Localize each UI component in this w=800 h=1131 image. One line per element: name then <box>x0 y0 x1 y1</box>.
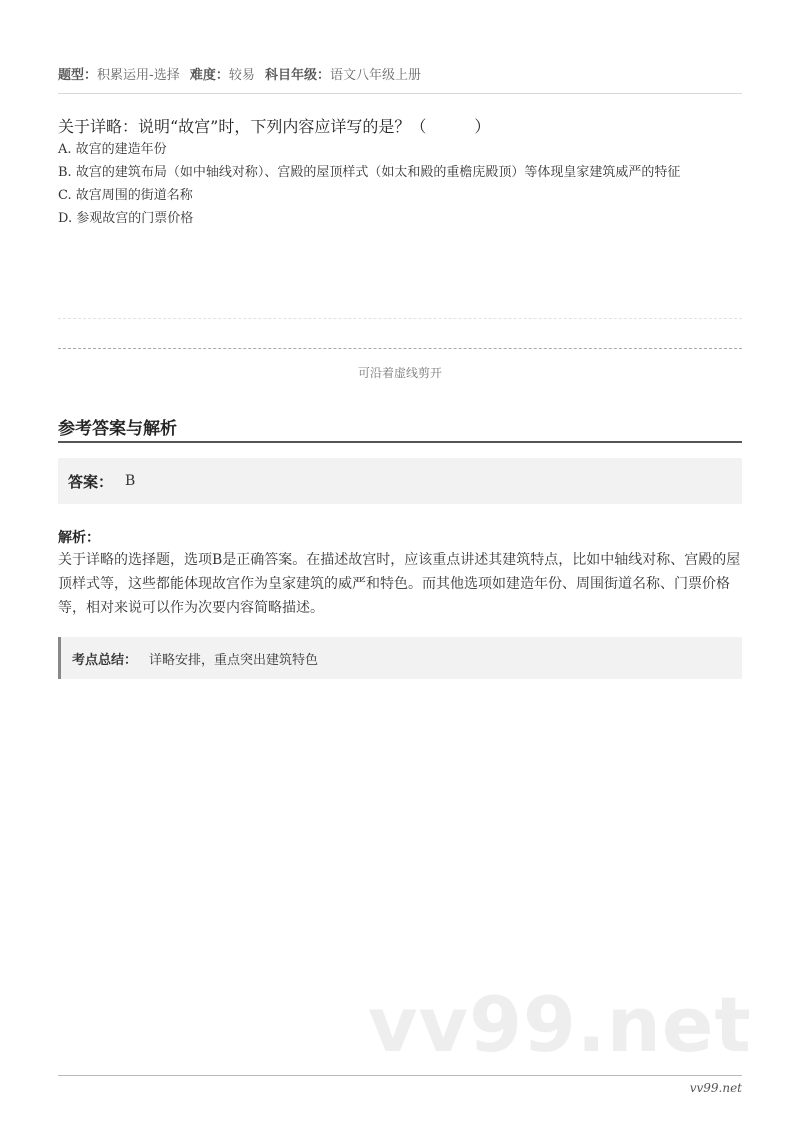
cut-line-hint: 可沿着虚线剪开 <box>357 366 442 380</box>
grade-label: 科目年级： <box>265 68 331 83</box>
answer-section-title: 参考答案与解析 <box>58 419 177 439</box>
option-a: A. 故宫的建造年份 <box>58 142 167 157</box>
footer-divider <box>58 1075 742 1076</box>
option-d: D. 参观故宫的门票价格 <box>58 211 194 226</box>
type-label: 题型： <box>58 68 98 83</box>
cut-line <box>58 348 742 349</box>
header-divider <box>58 93 742 94</box>
answer-box <box>58 458 742 504</box>
dashed-divider-light <box>58 318 742 319</box>
key-point-value: 详略安排，重点突出建筑特色 <box>149 652 319 668</box>
option-c: C. 故宫周围的街道名称 <box>58 188 193 203</box>
option-list <box>58 140 748 232</box>
question-stem: 关于详略：说明“故宫”时，下列内容应详写的是？（ ） <box>58 117 491 136</box>
answer-value: B <box>125 473 136 489</box>
grade-value: 语文八年级上册 <box>330 68 422 83</box>
analysis-text: 关于详略的选择题，选项B是正确答案。在描述故宫时，应该重点讲述其建筑特点，比如中轴线对称、宫殿的屋顶样式等，这些都能体现故宫作为皇家建筑的威严和特色。而其他选项如建造年份、周围街道名称、门票价格等，相对来说可以作为次要内容简略描述。 <box>58 552 741 616</box>
difficulty-value: 较易 <box>228 68 255 83</box>
type-value: 积累运用-选择 <box>97 68 180 83</box>
option-b: B. 故宫的建筑布局（如中轴线对称）、宫殿的屋顶样式（如太和殿的重檐庑殿顶）等体现皇家建筑威严的特征 <box>58 165 681 180</box>
watermark: vv99.net <box>368 980 752 1069</box>
key-point-label: 考点总结： <box>72 652 138 668</box>
section-divider <box>58 441 742 443</box>
footer-site: vv99.net <box>689 1081 742 1095</box>
difficulty-label: 难度： <box>189 68 229 83</box>
key-point-box <box>58 637 742 679</box>
answer-label: 答案： <box>68 472 114 491</box>
question-meta <box>58 64 427 83</box>
analysis-label: 解析： <box>58 530 100 546</box>
